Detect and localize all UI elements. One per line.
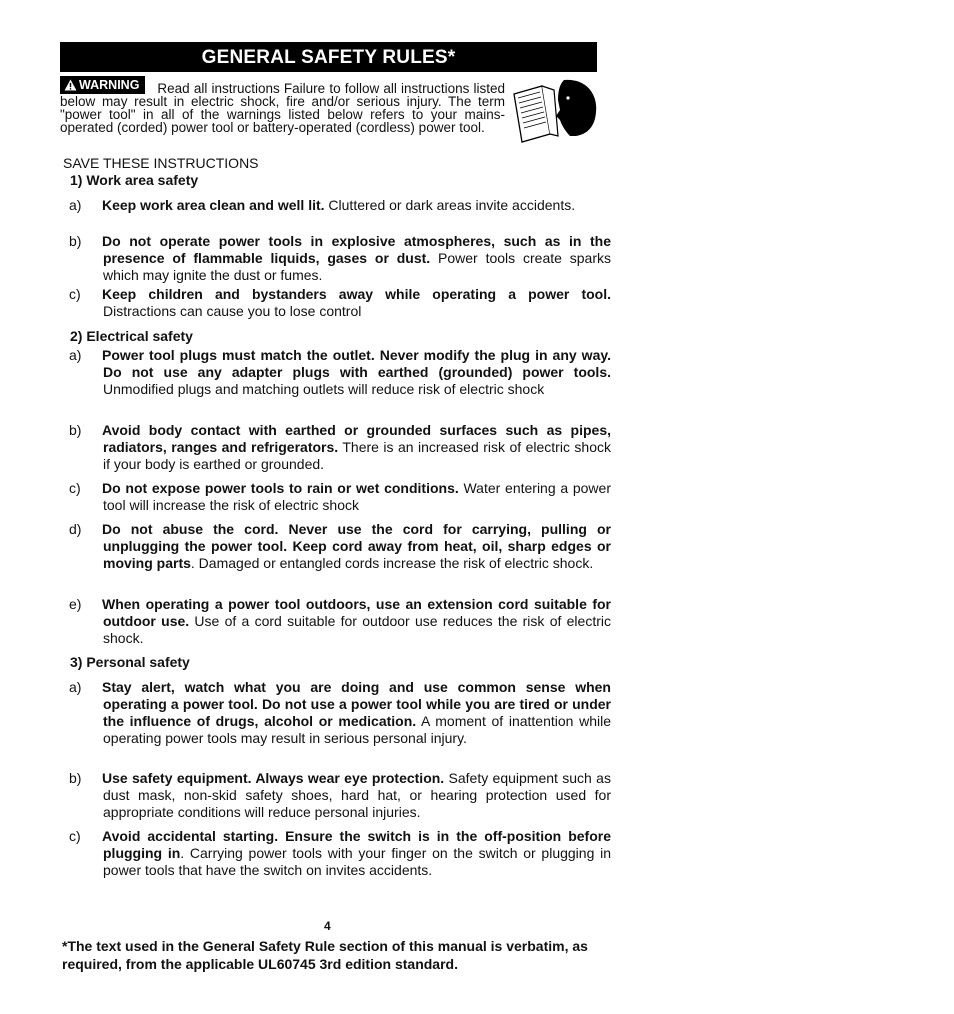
- section-heading: 2) Electrical safety: [70, 328, 193, 344]
- list-item: a) Keep work area clean and well lit. Cluttered or dark areas invite accidents.: [69, 197, 576, 213]
- list-item: b) Avoid body contact with earthed or grounded surfaces such as pipes, radiators, ranges and refrigerators. There is an increased risk of electric shock if your body is earthed or grounded.: [69, 422, 611, 472]
- warning-triangle-icon: [64, 79, 77, 91]
- section-heading: 1) Work area safety: [70, 172, 199, 188]
- list-item: a) Stay alert, watch what you are doing and use common sense when operating a power tool. Do not use a power tool while you are tired or under the influence of drugs, alcohol or medication. A moment of inattention while operating power tools may result in serious personal injury.: [69, 679, 611, 746]
- list-item: b) Use safety equipment. Always wear eye protection. Safety equipment such as dust mask, non-skid safety shoes, hard hat, or hearing protection used for appropriate conditions will reduce personal injuries.: [69, 770, 611, 820]
- read-manual-icon: [510, 76, 598, 144]
- list-item: e) When operating a power tool outdoors, use an extension cord suitable for outdoor use. Use of a cord suitable for outdoor use reduces the risk of electric shock.: [69, 596, 611, 646]
- section-heading: 3) Personal safety: [70, 654, 190, 670]
- page-title: GENERAL SAFETY RULES*: [60, 42, 597, 72]
- warning-text: Read all instructions Failure to follow all instructions listed below may result in electric shock, fire and/or serious injury. The term "power tool" in all of the warnings listed below refers to your mains-operated (corded) power tool or battery-operated (cordless) power tool.: [60, 81, 505, 135]
- list-item: c) Do not expose power tools to rain or wet conditions. Water entering a power tool will increase the risk of electric shock: [69, 480, 611, 513]
- save-instructions: SAVE THESE INSTRUCTIONS: [63, 155, 259, 171]
- list-item: c) Keep children and bystanders away while operating a power tool. Distractions can cause you to lose control: [69, 286, 611, 319]
- warning-block: [60, 76, 597, 152]
- page-number: 4: [324, 919, 331, 933]
- list-item: d) Do not abuse the cord. Never use the cord for carrying, pulling or unplugging the power tool. Keep cord away from heat, oil, sharp edges or moving parts. Damaged or entangled cords increase the risk of electric shock.: [69, 521, 611, 571]
- footnote: *The text used in the General Safety Rule section of this manual is verbatim, as required, from the applicable UL60745 3rd edition standard.: [62, 938, 588, 972]
- list-item: b) Do not operate power tools in explosive atmospheres, such as in the presence of flammable liquids, gases or dust. Power tools create sparks which may ignite the dust or fumes.: [69, 233, 611, 283]
- list-item: a) Power tool plugs must match the outlet. Never modify the plug in any way. Do not use any adapter plugs with earthed (grounded) power tools. Unmodified plugs and matching outlets will reduce risk of electric shock: [69, 347, 611, 397]
- warning-badge-label: WARNING: [79, 78, 140, 92]
- list-item: c) Avoid accidental starting. Ensure the switch is in the off-position before plugging in. Carrying power tools with your finger on the switch or plugging in power tools that have the switch on invites accidents.: [69, 828, 612, 878]
- warning-badge: [60, 76, 145, 94]
